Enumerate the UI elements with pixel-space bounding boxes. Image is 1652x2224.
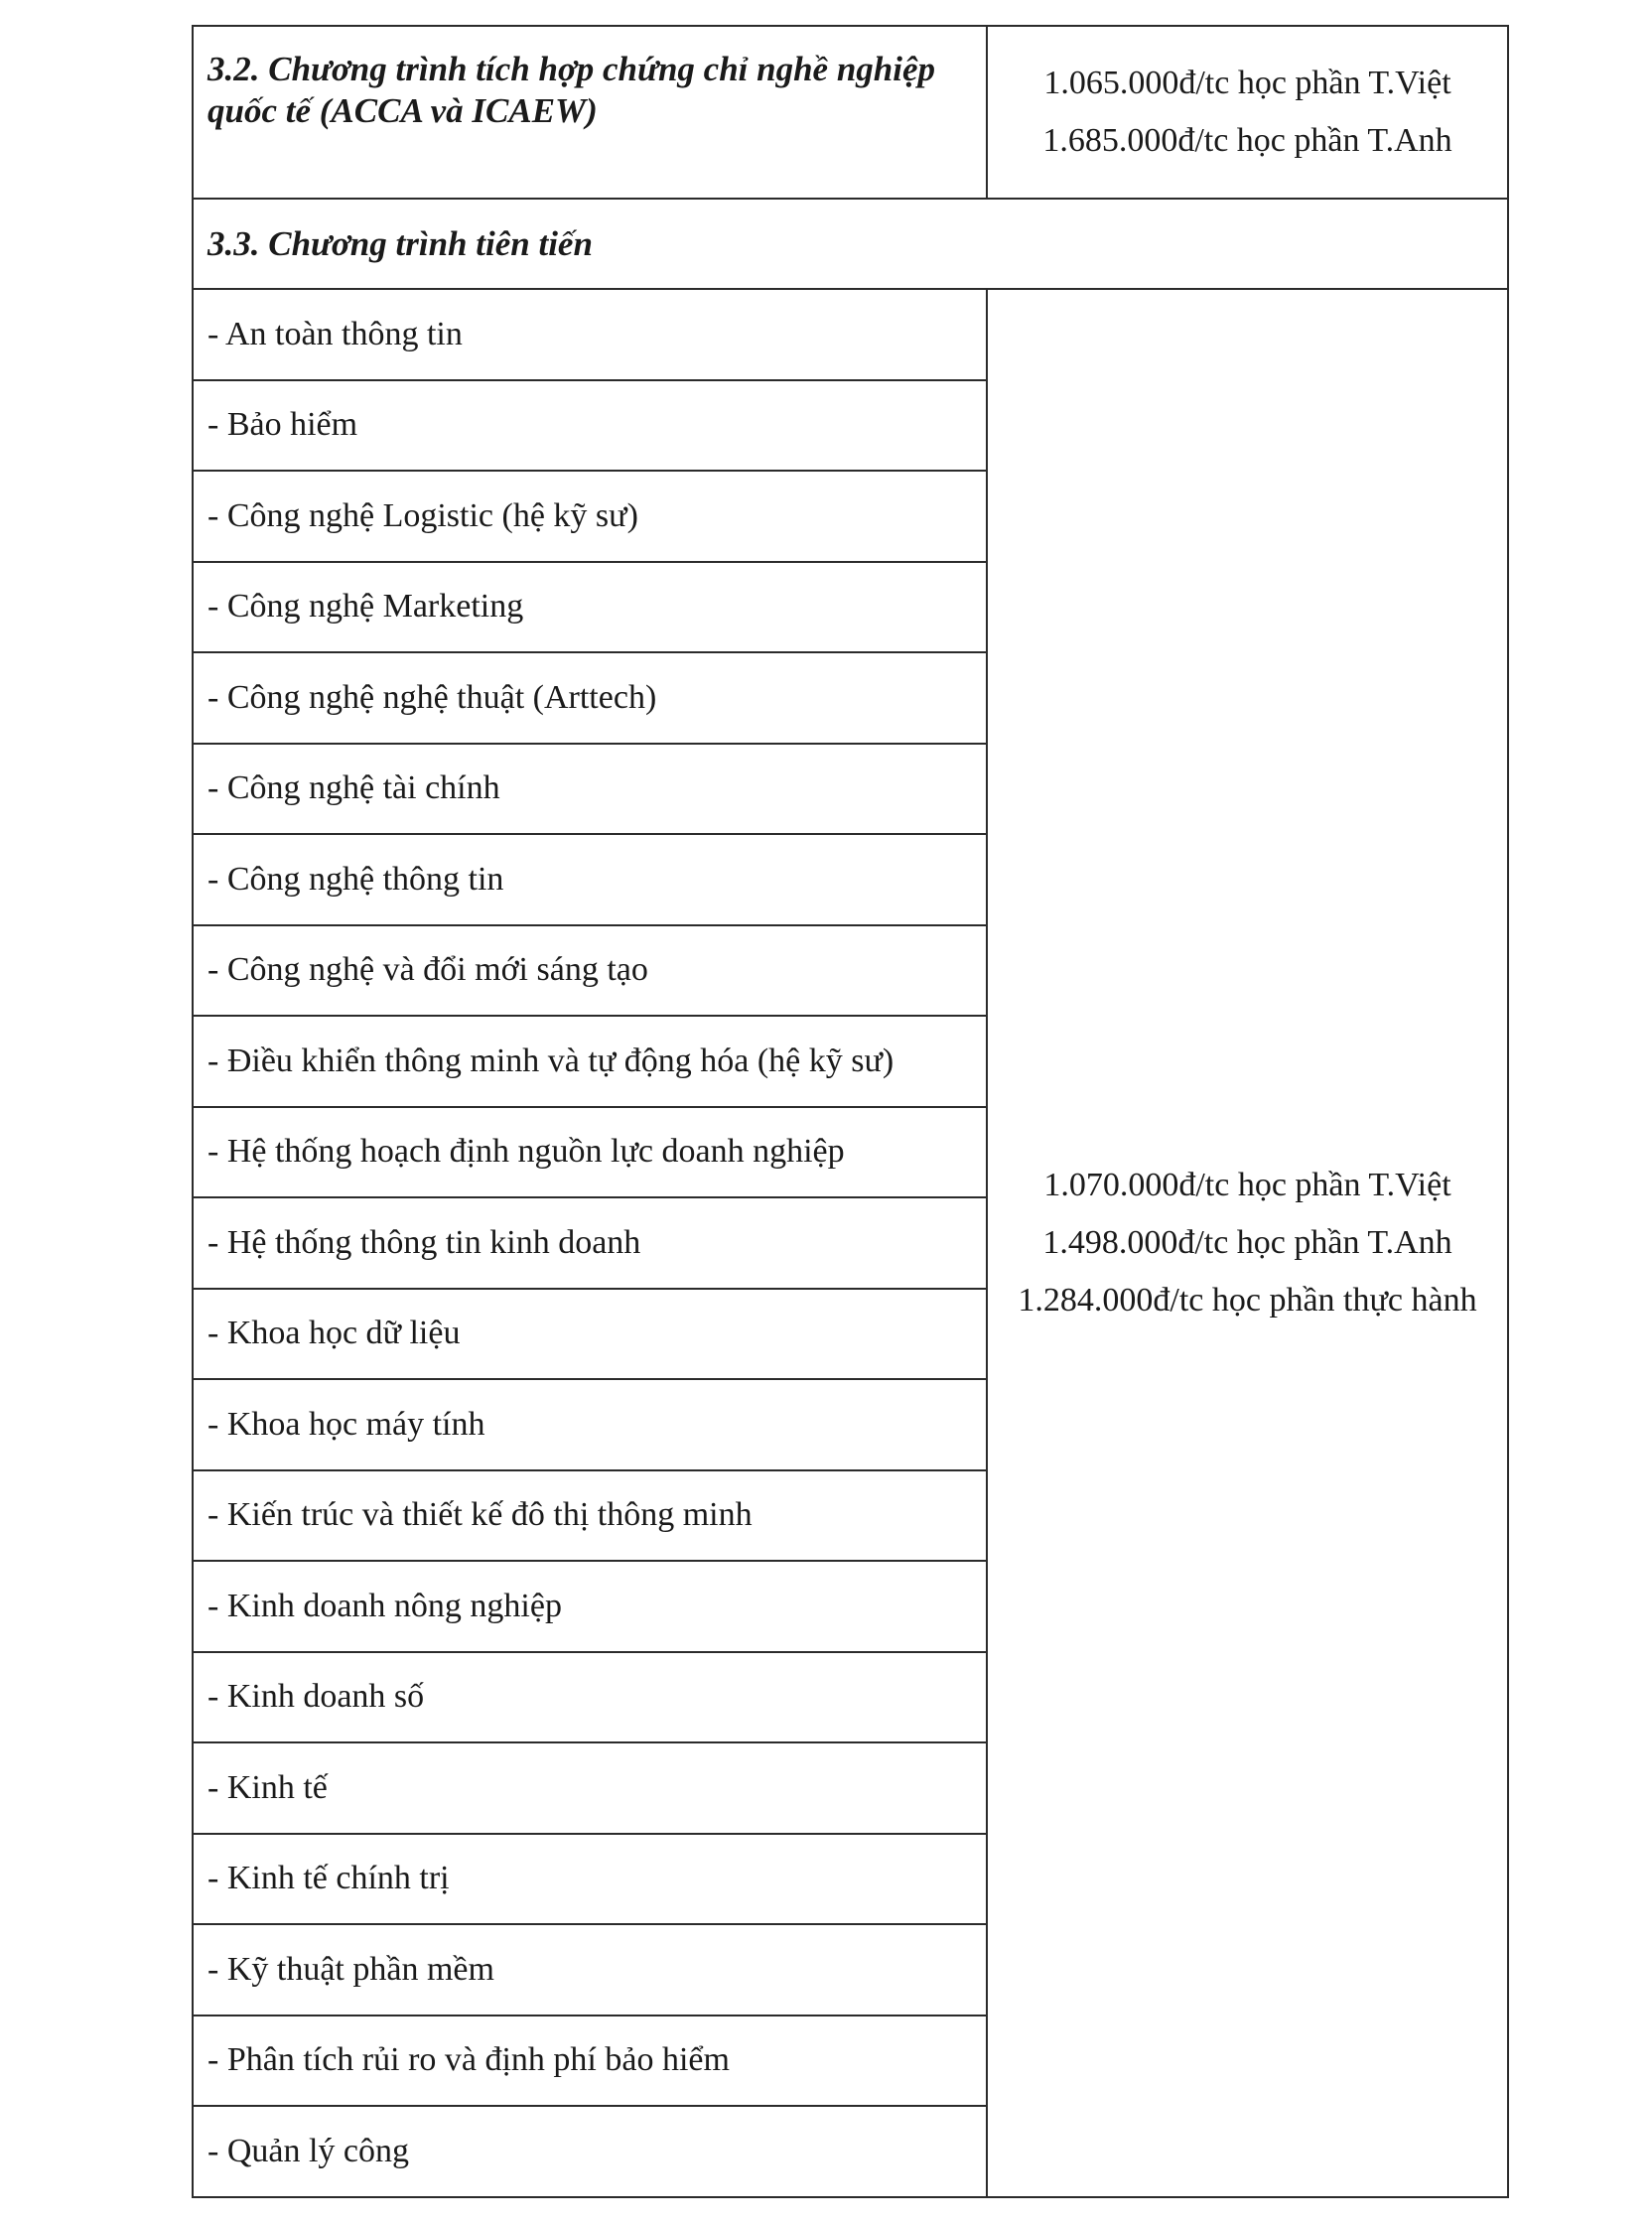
program-name: - Điều khiển thông minh và tự động hóa (hệ kỹ sư): [193, 1016, 987, 1107]
tuition-fee-table: [192, 25, 1509, 2198]
fee-line: 1.284.000đ/tc học phần thực hành: [1018, 1281, 1477, 1319]
program-name: - Công nghệ Marketing: [193, 562, 987, 653]
program-name: - Kỹ thuật phần mềm: [193, 1924, 987, 2016]
program-name: - Kinh tế chính trị: [193, 1834, 987, 1925]
fee-line-english: 1.685.000đ/tc học phần T.Anh: [1042, 122, 1452, 159]
section-3-2-fee-cell: [987, 26, 1508, 199]
section-3-3-fee-cell: [987, 289, 1508, 2197]
program-name: - Khoa học máy tính: [193, 1379, 987, 1470]
program-name: - Công nghệ và đổi mới sáng tạo: [193, 925, 987, 1017]
program-name: - Quản lý công: [193, 2106, 987, 2197]
program-name: - Bảo hiểm: [193, 380, 987, 472]
program-name: - Phân tích rủi ro và định phí bảo hiểm: [193, 2016, 987, 2107]
program-name: - Hệ thống hoạch định nguồn lực doanh nghiệp: [193, 1107, 987, 1198]
program-name: - Công nghệ tài chính: [193, 744, 987, 835]
program-name: - Kinh tế: [193, 1742, 987, 1834]
program-name: - Công nghệ thông tin: [193, 834, 987, 925]
program-name: - Kinh doanh số: [193, 1652, 987, 1743]
program-name: - Kiến trúc và thiết kế đô thị thông minh: [193, 1470, 987, 1562]
fee-line: 1.498.000đ/tc học phần T.Anh: [1042, 1223, 1452, 1261]
program-row: [193, 289, 1508, 380]
section-3-3-title: 3.3. Chương trình tiên tiến: [193, 199, 1508, 289]
program-name: - Kinh doanh nông nghiệp: [193, 1561, 987, 1652]
program-name: - Công nghệ Logistic (hệ kỹ sư): [193, 471, 987, 562]
row-section-3-3-heading: [193, 199, 1508, 289]
program-name: - Hệ thống thông tin kinh doanh: [193, 1197, 987, 1289]
program-name: - Công nghệ nghệ thuật (Arttech): [193, 652, 987, 744]
fee-line-vietnamese: 1.065.000đ/tc học phần T.Việt: [1043, 65, 1451, 101]
program-name: - An toàn thông tin: [193, 289, 987, 380]
program-name: - Khoa học dữ liệu: [193, 1289, 987, 1380]
section-3-2-title: 3.2. Chương trình tích hợp chứng chỉ nghề nghiệp quốc tế (ACCA và ICAEW): [193, 26, 987, 199]
fee-line: 1.070.000đ/tc học phần T.Việt: [1043, 1166, 1451, 1203]
row-section-3-2: [193, 26, 1508, 199]
